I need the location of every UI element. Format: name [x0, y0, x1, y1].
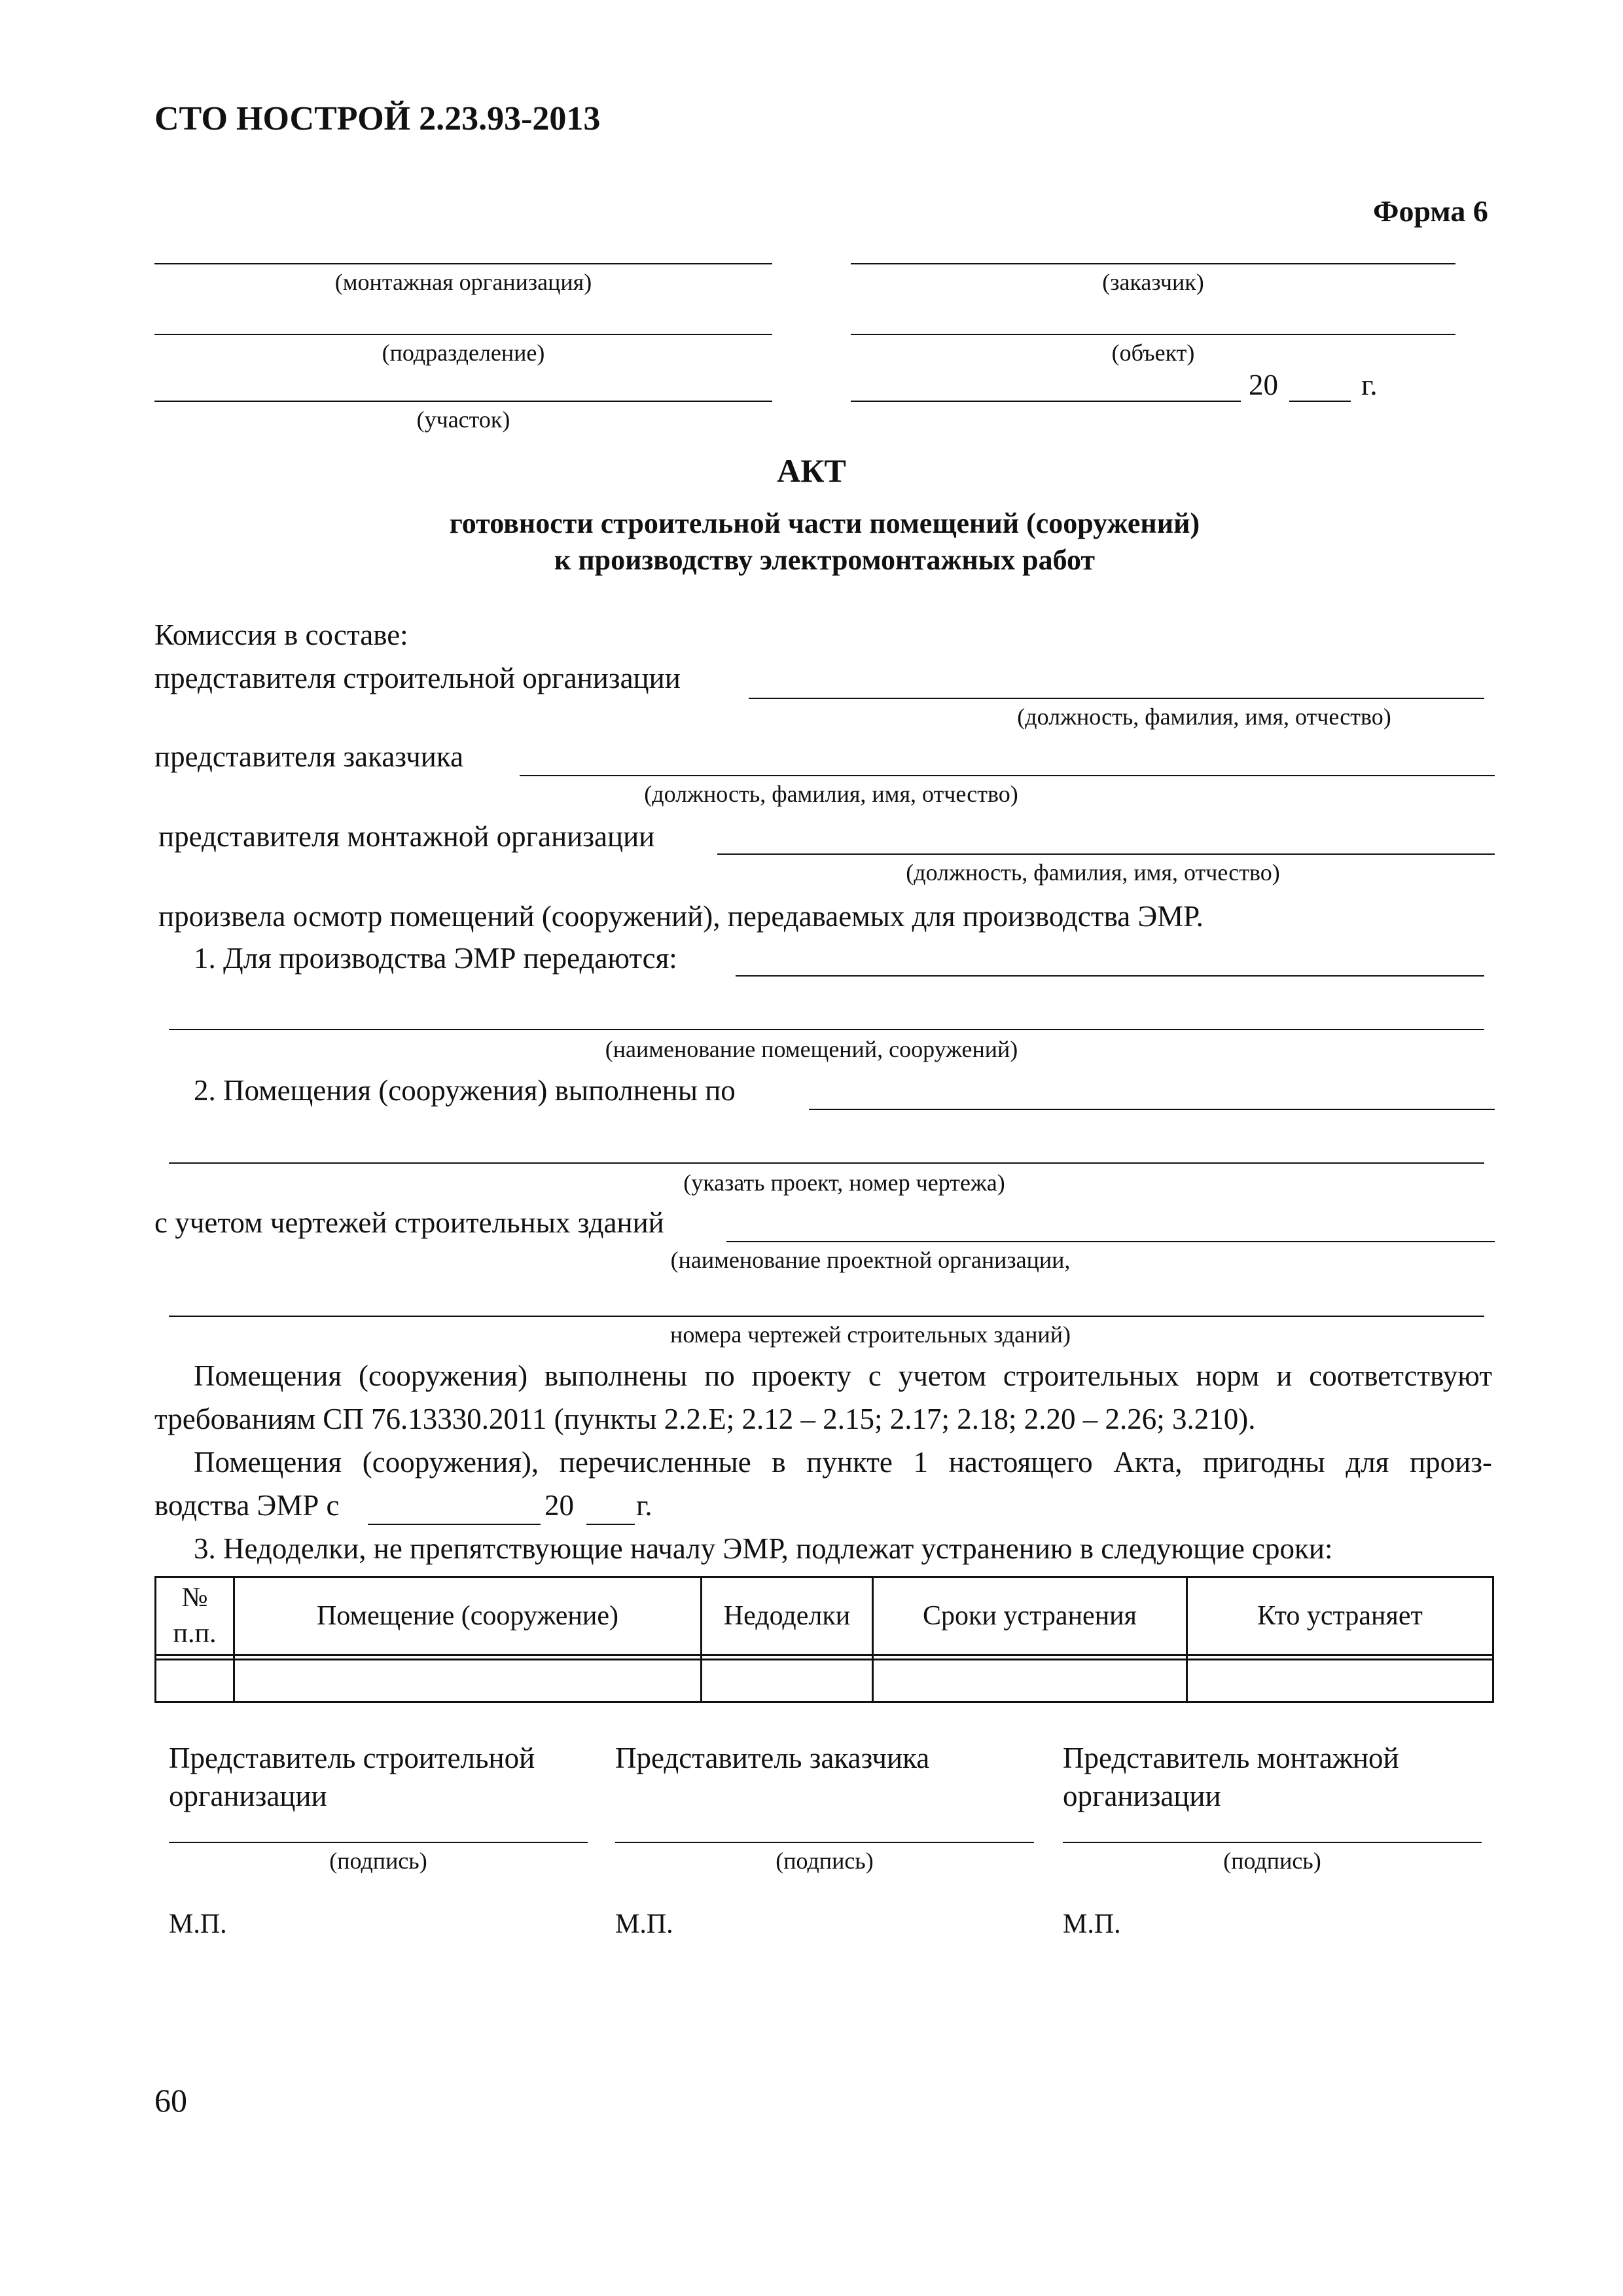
customer-rep-label: представителя заказчика [154, 740, 464, 773]
signature-builder-stamp: М.П. [169, 1909, 227, 1939]
date-year-suffix: г. [1361, 368, 1378, 401]
item2-label: 2. Помещения (сооружения) выполнены по [194, 1074, 736, 1107]
suitability-year-suffix: г. [636, 1489, 652, 1522]
drawings-caption-2: номера чертежей строительных зданий) [670, 1321, 1071, 1348]
signature-builder-title-line2: организации [169, 1780, 327, 1812]
suitability-year-field[interactable] [586, 1524, 635, 1525]
subdivision-caption: (подразделение) [382, 340, 545, 366]
builder-rep-field[interactable] [749, 698, 1484, 699]
customer-rep-caption: (должность, фамилия, имя, отчество) [644, 781, 1018, 807]
signature-builder-title-line1: Представитель строительной [169, 1742, 535, 1774]
object-caption: (объект) [1111, 340, 1195, 366]
date-year-field[interactable] [1289, 401, 1351, 402]
mounting-org-caption: (монтажная организация) [334, 269, 592, 295]
suitability-date-field[interactable] [368, 1524, 541, 1525]
date-year-prefix: 20 [1249, 368, 1278, 401]
table-cell[interactable] [156, 1660, 234, 1702]
commission-intro: Комиссия в составе: [154, 619, 408, 651]
drawings-caption-1: (наименование проектной организации, [670, 1247, 1071, 1273]
form-label: Форма 6 [1373, 194, 1488, 228]
installer-rep-label: представителя монтажной организации [158, 820, 655, 853]
table-cell[interactable] [1187, 1660, 1493, 1702]
signature-customer-field[interactable] [615, 1842, 1034, 1843]
subdivision-field[interactable] [154, 334, 772, 335]
item2-field[interactable] [809, 1109, 1495, 1110]
signature-customer-caption: (подпись) [776, 1848, 874, 1874]
signature-builder-caption: (подпись) [329, 1848, 427, 1874]
item3-label: 3. Недоделки, не препятствующие началу ЭМР, подлежат устранению в следующие сроки: [194, 1532, 1333, 1565]
object-field[interactable] [851, 334, 1455, 335]
section-field[interactable] [154, 401, 772, 402]
item1-caption: (наименование помещений, сооружений) [605, 1036, 1018, 1062]
signature-installer-field[interactable] [1063, 1842, 1482, 1843]
table-cell[interactable] [873, 1660, 1187, 1702]
suitability-year-prefix: 20 [544, 1489, 574, 1522]
act-title: АКТ [777, 452, 846, 489]
table-separator [156, 1655, 1493, 1660]
item1-field[interactable] [736, 975, 1484, 977]
table-cell[interactable] [234, 1660, 702, 1702]
table-header-row [156, 1577, 1493, 1655]
section-caption: (участок) [416, 406, 510, 433]
item1-field-continuation[interactable] [169, 1029, 1484, 1030]
signature-installer-title-line2: организации [1063, 1780, 1221, 1812]
act-subtitle-line1: готовности строительной части помещений (сооружений) [449, 507, 1200, 539]
page-number: 60 [154, 2082, 187, 2119]
installer-rep-caption: (должность, фамилия, имя, отчество) [906, 859, 1280, 886]
builder-rep-label: представителя строительной организации [154, 662, 681, 694]
signature-builder-field[interactable] [169, 1842, 588, 1843]
defects-table [154, 1576, 1494, 1703]
date-day-month-field[interactable] [851, 401, 1241, 402]
customer-rep-field[interactable] [520, 775, 1495, 776]
suitability-paragraph-line1: Помещения (сооружения), перечисленные в пункте 1 настоящего Акта, пригодны для произ- [194, 1446, 1492, 1479]
col-header-responsible: Кто устраняет [1187, 1577, 1493, 1655]
act-subtitle-line2: к производству электромонтажных работ [554, 544, 1096, 576]
customer-caption: (заказчик) [1102, 269, 1204, 295]
col-header-number: № п.п. [156, 1577, 234, 1655]
suitability-paragraph-prefix: водства ЭМР с [154, 1489, 340, 1522]
signature-installer-title-line1: Представитель монтажной [1063, 1742, 1399, 1774]
signature-customer-title-line1: Представитель заказчика [615, 1742, 930, 1774]
table-cell[interactable] [702, 1660, 873, 1702]
signature-installer-stamp: М.П. [1063, 1909, 1121, 1939]
builder-rep-caption: (должность, фамилия, имя, отчество) [1017, 704, 1391, 730]
signature-installer-caption: (подпись) [1223, 1848, 1321, 1874]
table-row[interactable] [156, 1660, 1493, 1702]
document-code: СТО НОСТРОЙ 2.23.93-2013 [154, 100, 601, 137]
signature-customer-stamp: М.П. [615, 1909, 673, 1939]
drawings-field[interactable] [726, 1241, 1495, 1242]
drawings-field-continuation[interactable] [169, 1316, 1484, 1317]
customer-field[interactable] [851, 263, 1455, 264]
compliance-paragraph-line2: требованиям СП 76.13330.2011 (пункты 2.2.Е; 2.12 – 2.15; 2.17; 2.18; 2.20 – 2.26; 3.210). [154, 1403, 1256, 1435]
item2-caption: (указать проект, номер чертежа) [683, 1170, 1005, 1196]
drawings-label: с учетом чертежей строительных зданий [154, 1206, 664, 1239]
col-header-defects: Недоделки [702, 1577, 873, 1655]
installer-rep-field[interactable] [717, 853, 1495, 855]
col-header-deadline: Сроки устранения [873, 1577, 1187, 1655]
inspection-statement: произвела осмотр помещений (сооружений), передаваемых для производства ЭМР. [158, 900, 1204, 933]
item1-label: 1. Для производства ЭМР передаются: [194, 942, 677, 975]
mounting-org-field[interactable] [154, 263, 772, 264]
item2-field-continuation[interactable] [169, 1162, 1484, 1164]
col-header-room: Помещение (сооружение) [234, 1577, 702, 1655]
compliance-paragraph-line1: Помещения (сооружения) выполнены по проекту с учетом строительных норм и соответствуют [194, 1359, 1492, 1392]
